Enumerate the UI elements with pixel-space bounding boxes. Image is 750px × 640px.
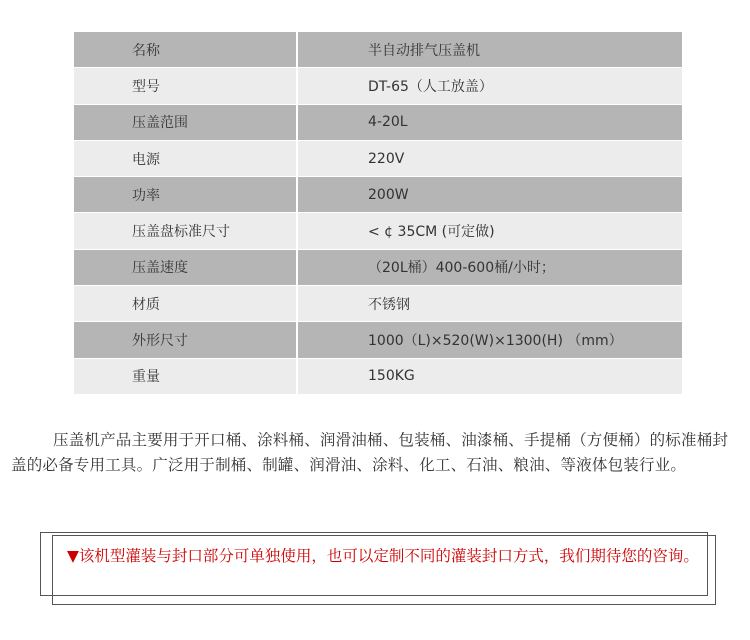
spec-label: 重量 — [74, 358, 297, 394]
spec-label: 压盖范围 — [74, 104, 297, 140]
spec-label: 材质 — [74, 286, 297, 322]
spec-value: 半自动排气压盖机 — [297, 32, 682, 68]
spec-row — [74, 140, 682, 176]
spec-label: 功率 — [74, 177, 297, 213]
spec-label: 压盖盘标准尺寸 — [74, 213, 297, 249]
spec-row — [74, 322, 682, 358]
spec-row — [74, 68, 682, 104]
spec-value: 1000（L)×520(W)×1300(H) （mm） — [297, 322, 682, 358]
spec-label: 外形尺寸 — [74, 322, 297, 358]
spec-row — [74, 249, 682, 285]
spec-value: （20L桶）400-600桶/小时； — [297, 249, 682, 285]
spec-row — [74, 177, 682, 213]
spec-row — [74, 104, 682, 140]
spec-label: 型号 — [74, 68, 297, 104]
spec-row — [74, 32, 682, 68]
spec-value: < ¢ 35CM (可定做) — [297, 213, 682, 249]
spec-value: 4-20L — [297, 104, 682, 140]
spec-table — [74, 32, 682, 395]
spec-value: DT-65（人工放盖） — [297, 68, 682, 104]
spec-row — [74, 358, 682, 394]
product-description: 压盖机产品主要用于开口桶、涂料桶、润滑油桶、包装桶、油漆桶、手提桶（方便桶）的标准桶封盖的必备专用工具。广泛用于制桶、制罐、润滑油、涂料、化工、石油、粮油、等液体包装行业。 — [11, 431, 729, 474]
spec-value: 220V — [297, 140, 682, 176]
notice-text: ▼该机型灌装与封口部分可单独使用，也可以定制不同的灌装封口方式，我们期待您的咨询。 — [67, 547, 699, 565]
spec-value: 150KG — [297, 358, 682, 394]
spec-row — [74, 213, 682, 249]
spec-label: 压盖速度 — [74, 249, 297, 285]
spec-value: 不锈钢 — [297, 286, 682, 322]
spec-row — [74, 286, 682, 322]
spec-value: 200W — [297, 177, 682, 213]
spec-label: 电源 — [74, 140, 297, 176]
spec-label: 名称 — [74, 32, 297, 68]
